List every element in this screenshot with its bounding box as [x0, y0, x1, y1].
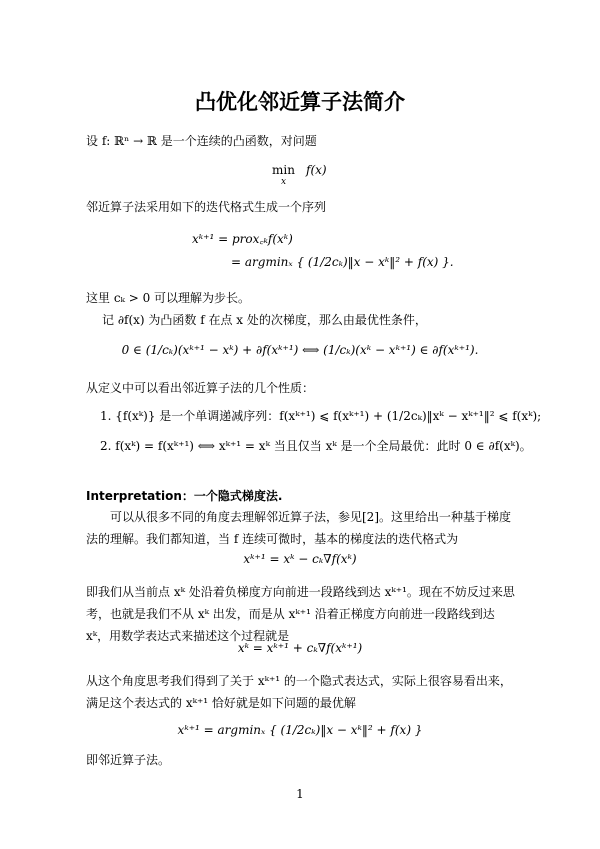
intro-line-1: 设 f: ℝⁿ → ℝ 是一个连续的凸函数，对问题	[86, 134, 317, 148]
eq5: xᵏ = xᵏ⁺¹ + cₖ∇f(xᵏ⁺¹)	[237, 641, 363, 655]
intro-line-2: 邻近算子法采用如下的迭代格式生成一个序列	[86, 200, 327, 214]
intro-line-5: 从定义中可以看出邻近算子法的几个性质：	[86, 381, 315, 395]
interp-paragraph-4: 即邻近算子法。	[86, 753, 171, 767]
section-heading: Interpretation：一个隐式梯度法.	[86, 489, 283, 503]
eq6: xᵏ⁺¹ = argminₓ { (1/2cₖ)‖x − xᵏ‖² + f(x) }	[177, 723, 423, 737]
eq-min: min	[272, 163, 295, 177]
interp-paragraph-1: 可以从很多不同的角度去理解邻近算子法，参见[2]。这里给出一种基于梯度法的理解。我们都知道，当 f 连续可微时，基本的梯度法的迭代格式为	[86, 510, 512, 546]
eq-fx: f(x)	[306, 163, 327, 177]
eq4: xᵏ⁺¹ = xᵏ − cₖ∇f(xᵏ)	[243, 552, 357, 566]
intro-line-3: 这里 cₖ > 0 可以理解为步长。	[86, 291, 251, 305]
property-item-2: 2. f(xᵏ) = f(xᵏ⁺¹) ⟺ xᵏ⁺¹ = xᵏ 当且仅当 xᵏ 是一个全局最优：此时 0 ∈ ∂f(xᵏ)。	[100, 439, 532, 453]
page-number: 1	[296, 787, 304, 801]
interp-paragraph-3: 从这个角度思考我们得到了关于 xᵏ⁺¹ 的一个隐式表达式，实际上很容易看出来，满足这个表达式的 xᵏ⁺¹ 恰好就是如下问题的最优解	[86, 674, 512, 710]
eq-min-sub: x	[281, 177, 287, 187]
eq3: 0 ∈ (1/cₖ)(xᵏ⁺¹ − xᵏ) + ∂f(xᵏ⁺¹) ⟺ (1/cₖ)(xᵏ − xᵏ⁺¹) ∈ ∂f(xᵏ⁺¹).	[121, 343, 479, 357]
eq2-row-2: = argminₓ { (1/2cₖ)‖x − xᵏ‖² + f(x) }.	[231, 255, 454, 269]
eq2-row-1: xᵏ⁺¹ = prox꜀ₖf(xᵏ)	[192, 232, 293, 246]
interp-paragraph-2: 即我们从当前点 xᵏ 处沿着负梯度方向前进一段路线到达 xᵏ⁺¹。现在不妨反过来思考，也就是我们不从 xᵏ 出发，而是从 xᵏ⁺¹ 沿着正梯度方向前进一段路线到达 xᵏ，用数学表达式来描述这个过程就是	[86, 585, 515, 643]
page-title: 凸优化邻近算子法简介	[195, 90, 405, 114]
property-item-1: 1. {f(xᵏ)} 是一个单调递减序列：f(xᵏ⁺¹) ⩽ f(xᵏ⁺¹) + (1/2cₖ)‖xᵏ − xᵏ⁺¹‖² ⩽ f(xᵏ);	[100, 409, 542, 423]
intro-line-4: 记 ∂f(x) 为凸函数 f 在点 x 处的次梯度，那么由最优性条件，	[102, 313, 427, 327]
